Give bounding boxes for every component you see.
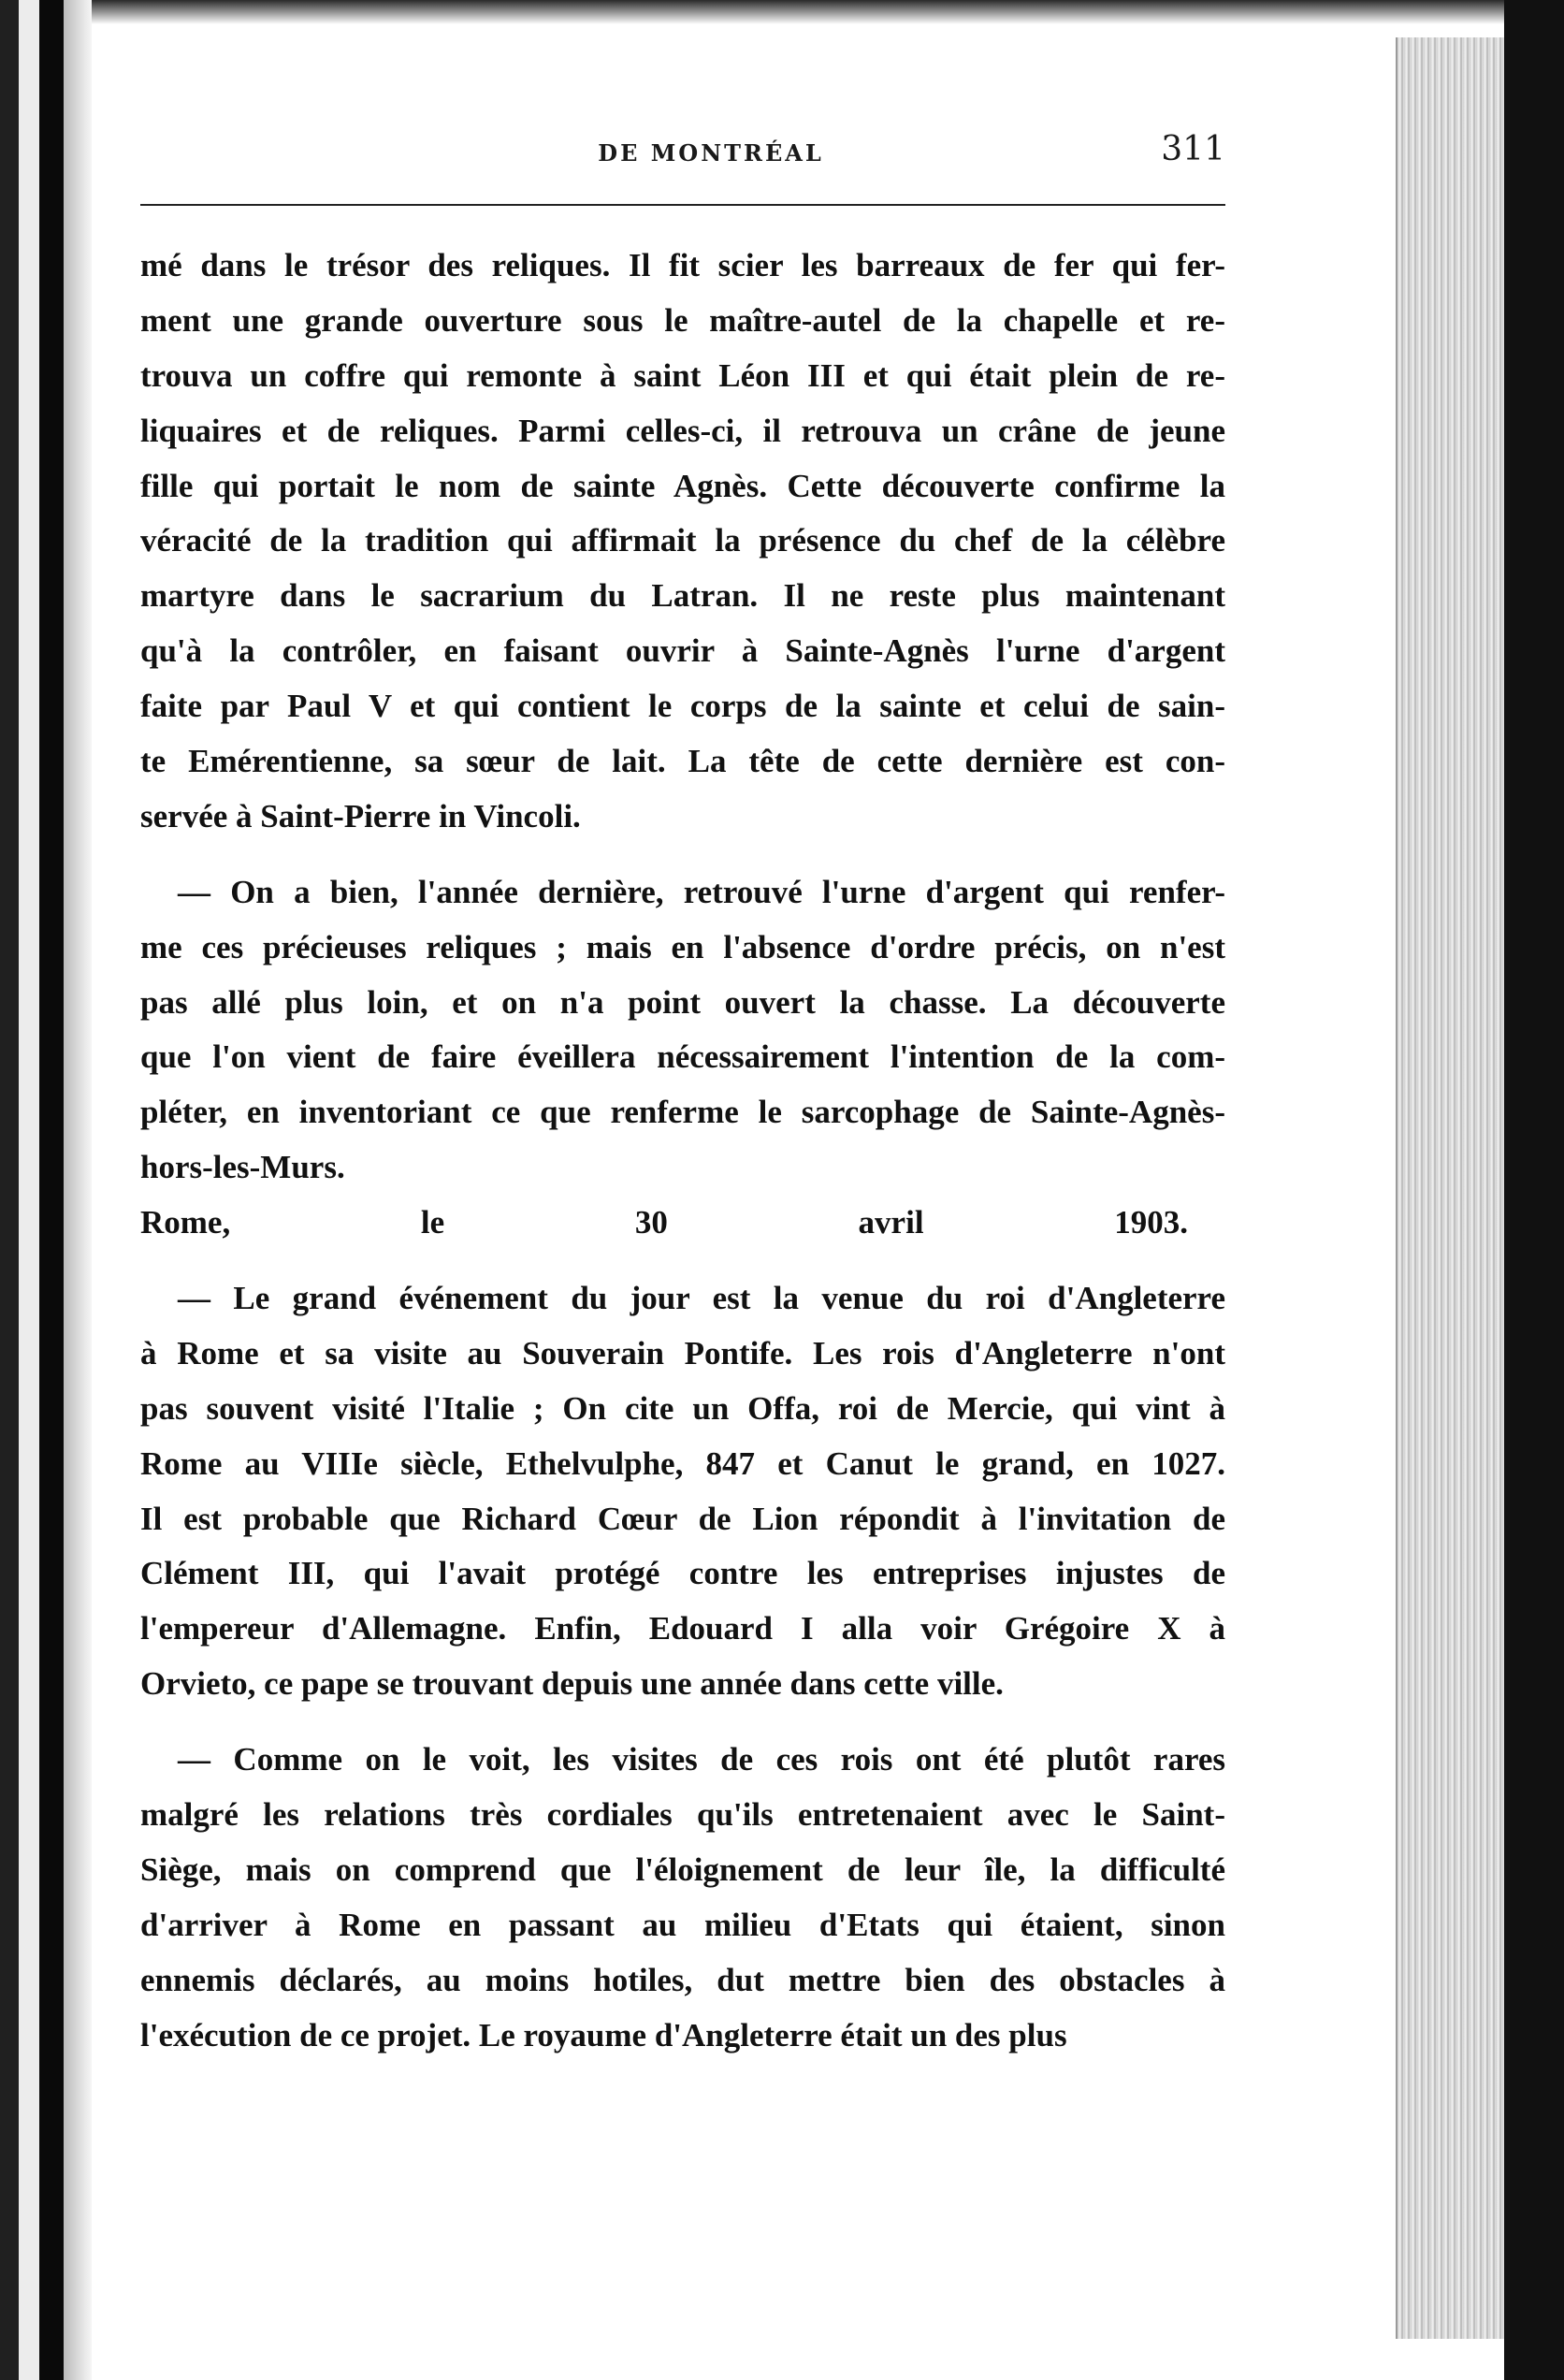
text-line: mé dans le trésor des reliques. Il fit scier les barreaux de fer qui fer- — [140, 247, 1225, 283]
book-spine-shadow — [39, 0, 64, 2380]
text-line: Orvieto, ce pape se trouvant depuis une année dans cette ville. — [140, 1665, 1004, 1703]
body-text — [140, 239, 1225, 2064]
text-line: Rome au VIIIe siècle, Ethelvulphe, 847 et Canut le grand, en 1027. — [140, 1444, 1225, 1482]
text-line: fille qui portait le nom de sainte Agnès. Cette découverte confirme la — [140, 467, 1225, 504]
text-line: trouva un coffre qui remonte à saint Léon III et qui était plein de re- — [140, 356, 1225, 394]
paragraph-gap — [140, 1712, 1225, 1733]
paragraph — [140, 1733, 1225, 2063]
page-gutter-shadow — [64, 0, 92, 2380]
scan-top-shadow — [0, 0, 1564, 24]
header-rule — [140, 204, 1225, 206]
text-line: qu'à la contrôler, en faisant ouvrir à Sainte-Agnès l'urne d'argent — [140, 632, 1225, 670]
paragraph — [140, 1271, 1225, 1712]
scan-right-border — [1504, 0, 1564, 2380]
text-line: Clément III, qui l'avait protégé contre les entreprises injustes de — [140, 1555, 1225, 1592]
text-line: Il est probable que Richard Cœur de Lion répondit à l'invitation de — [140, 1500, 1225, 1537]
text-line: ment une grande ouverture sous le maître-autel de la chapelle et re- — [140, 301, 1225, 339]
text-line: l'empereur d'Allemagne. Enfin, Edouard I alla voir Grégoire X à — [140, 1610, 1225, 1647]
scan-left-gap — [19, 0, 39, 2380]
text-line: d'arriver à Rome en passant au milieu d'Etats qui étaient, sinon — [140, 1906, 1225, 1943]
header-title: DE MONTRÉAL — [598, 139, 824, 167]
dateline: Rome, le 30 avril 1903. — [140, 1204, 1188, 1241]
text-line: faite par Paul V et qui contient le corps de la sainte et celui de sain- — [140, 688, 1225, 725]
text-line: pas souvent visité l'Italie ; On cite un Offa, roi de Mercie, qui vint à — [140, 1389, 1225, 1427]
book-page-edges — [1396, 37, 1506, 2339]
text-line: — Comme on le voit, les visites de ces rois ont été plutôt rares — [178, 1741, 1225, 1778]
text-line: pléter, en inventoriant ce que renferme le sarcophage de Sainte-Agnès- — [140, 1094, 1225, 1131]
text-line: servée à Saint-Pierre in Vincoli. — [140, 797, 581, 834]
paragraph-gap — [140, 845, 1225, 865]
text-line: — Le grand événement du jour est la venue du roi d'Angleterre — [178, 1280, 1225, 1317]
running-header — [140, 126, 1225, 182]
text-line: ennemis déclarés, au moins hotiles, dut mettre bien des obstacles à — [140, 1961, 1225, 1998]
text-line: martyre dans le sacrarium du Latran. Il ne reste plus maintenant — [140, 577, 1225, 615]
text-line: pas allé plus loin, et on n'a point ouvert la chasse. La découverte — [140, 983, 1225, 1021]
page-number: 311 — [1161, 130, 1225, 168]
text-line: — On a bien, l'année dernière, retrouvé l'urne d'argent qui renfer- — [178, 873, 1225, 910]
text-line: à Rome et sa visite au Souverain Pontife. Les rois d'Angleterre n'ont — [140, 1334, 1225, 1371]
text-line: liquaires et de reliques. Parmi celles-ci, il retrouva un crâne de jeune — [140, 412, 1225, 449]
text-line: Siège, mais on comprend que l'éloignement de leur île, la difficulté — [140, 1850, 1225, 1888]
text-line: véracité de la tradition qui affirmait la présence du chef de la célèbre — [140, 522, 1225, 559]
text-line: me ces précieuses reliques ; mais en l'absence d'ordre précis, on n'est — [140, 928, 1225, 965]
text-line: hors-les-Murs. — [140, 1149, 345, 1186]
scan-left-border — [0, 0, 19, 2380]
text-line: l'exécution de ce projet. Le royaume d'Angleterre était un des plus — [140, 2016, 1067, 2053]
paragraph-gap — [140, 1251, 1225, 1271]
text-line: que l'on vient de faire éveillera nécessairement l'intention de la com- — [140, 1038, 1225, 1076]
paragraph — [140, 865, 1225, 1251]
text-line: malgré les relations très cordiales qu'ils entretenaient avec le Saint- — [140, 1796, 1225, 1834]
paragraph — [140, 239, 1225, 845]
text-line: te Emérentienne, sa sœur de lait. La tête de cette dernière est con- — [140, 743, 1225, 780]
